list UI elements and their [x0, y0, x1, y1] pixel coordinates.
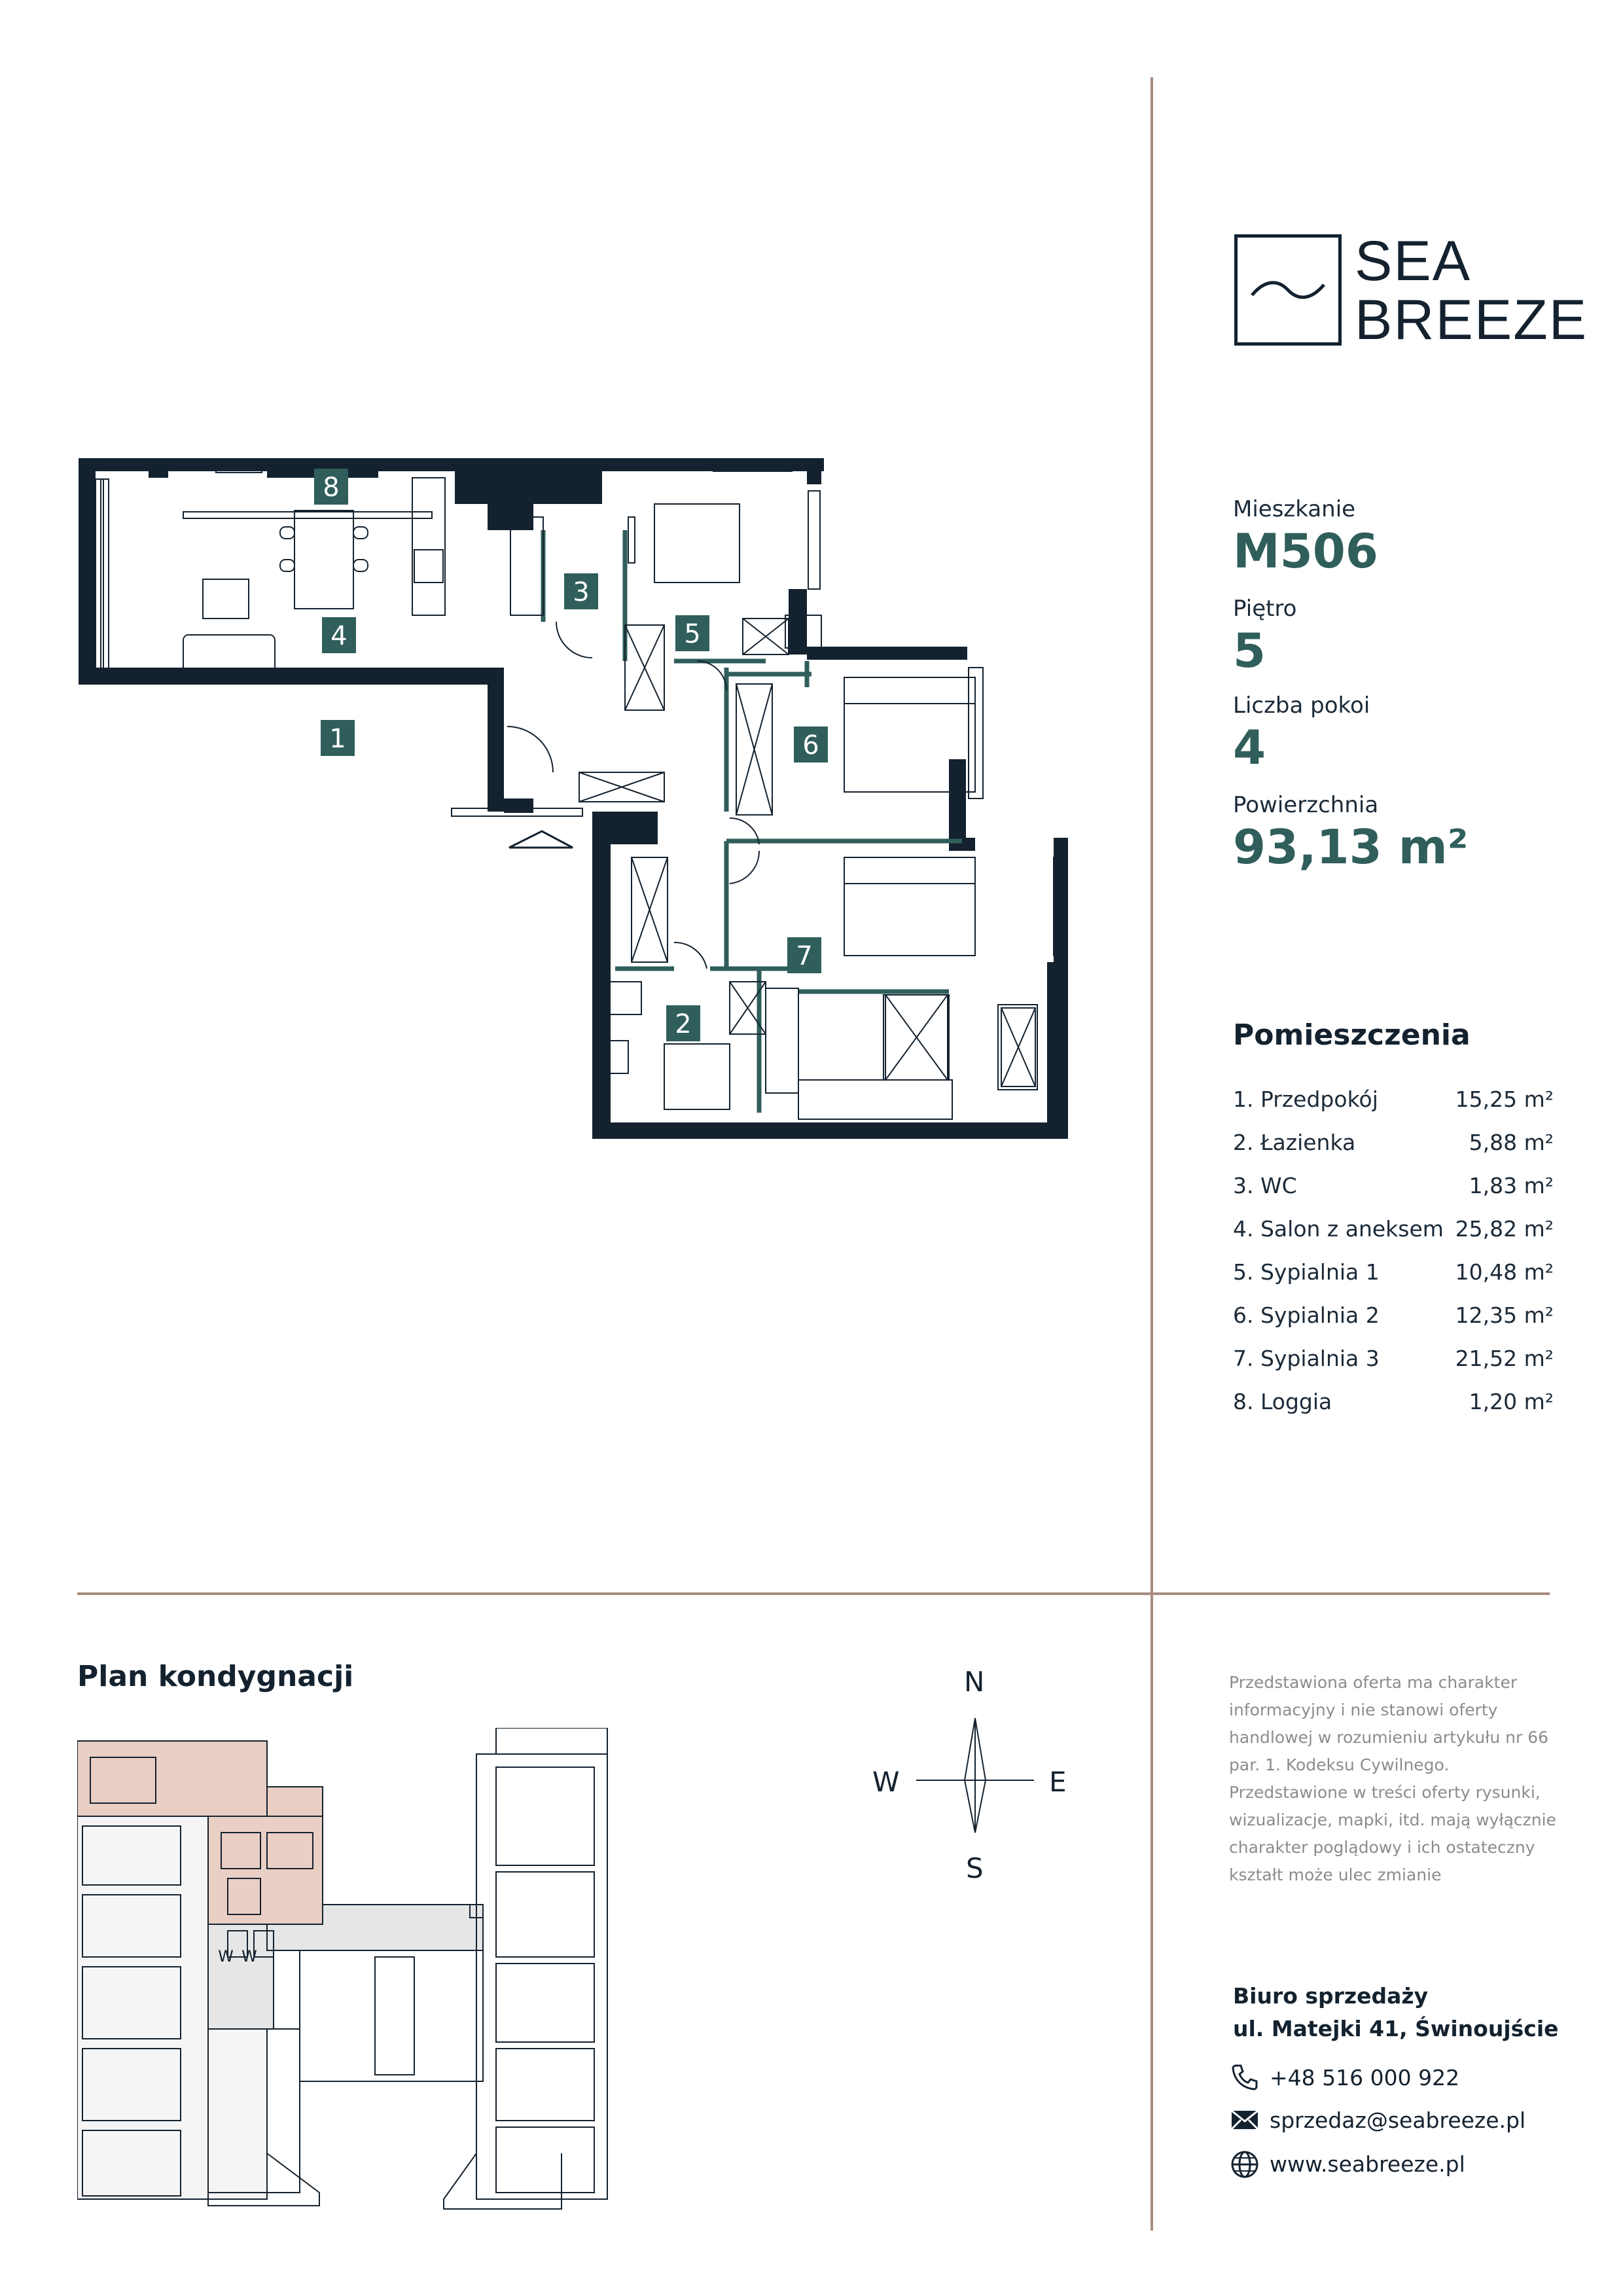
room-row — [1233, 1302, 1554, 1328]
room-area: 10,48 m² — [1455, 1259, 1554, 1285]
logo-box — [1234, 234, 1342, 346]
wave-icon — [1238, 238, 1338, 342]
room-marker-8: 8 — [323, 473, 340, 503]
rooms-title: Pomieszczenia — [1233, 1018, 1471, 1052]
office-title: Biuro sprzedaży — [1233, 1983, 1429, 2009]
room-area: 1,83 m² — [1469, 1173, 1554, 1198]
logo-line-2: BREEZE — [1355, 289, 1588, 351]
room-area: 5,88 m² — [1469, 1130, 1554, 1155]
floor-plan-title: Plan kondygnacji — [77, 1660, 354, 1693]
floor-plan-mark-1: W — [218, 1947, 234, 1965]
room-row — [1233, 1389, 1554, 1414]
email-icon — [1229, 2104, 1260, 2136]
room-row — [1233, 1259, 1554, 1285]
windows — [96, 465, 1067, 956]
room-row — [1233, 1173, 1554, 1198]
room-row — [1233, 1130, 1554, 1155]
room-area: 15,25 m² — [1455, 1086, 1554, 1112]
compass-s: S — [966, 1852, 984, 1884]
room-name: 5. Sypialnia 1 — [1233, 1259, 1380, 1285]
room-area: 1,20 m² — [1469, 1389, 1554, 1414]
room-markers — [314, 469, 828, 1145]
disclaimer: Przedstawiona oferta ma charakter informacyjny i nie stanowi oferty handlowej w rozumieniu artykułu nr 66 par. 1. Kodeksu Cywilnego. Przedstawione w treści oferty rysunki, wizualizacje, mapki, itd. mają wyłącznie charakter poglądowy i ich ostateczny kształt może ulec zmianie — [1229, 1673, 1556, 1884]
room-marker-labels — [323, 473, 819, 971]
compass-icon — [903, 1708, 1047, 1852]
apartment-floor-plan — [72, 452, 1093, 1145]
room-marker-7: 7 — [796, 941, 813, 971]
room-area: 12,35 m² — [1455, 1302, 1554, 1328]
logo-line-1: SEA — [1355, 230, 1472, 293]
room-name: 7. Sypialnia 3 — [1233, 1346, 1380, 1371]
room-row — [1233, 1346, 1554, 1371]
room-marker-6: 6 — [802, 730, 819, 761]
floor-label: Piętro — [1233, 596, 1297, 622]
phone-link[interactable]: +48 516 000 922 — [1270, 2065, 1460, 2090]
room-marker-5: 5 — [684, 619, 701, 649]
compass-w: W — [872, 1766, 900, 1798]
floor-value: 5 — [1233, 623, 1266, 678]
walls — [79, 458, 1068, 1139]
floor-plan-mark-2: W — [241, 1947, 257, 1965]
room-name: 2. Łazienka — [1233, 1130, 1356, 1155]
room-row — [1233, 1086, 1554, 1112]
unit-value: M506 — [1233, 524, 1378, 579]
vertical-divider — [1150, 77, 1153, 2231]
wardrobes — [579, 619, 1035, 1086]
website-link[interactable]: www.seabreeze.pl — [1270, 2151, 1465, 2177]
room-name: 4. Salon z aneksem — [1233, 1216, 1444, 1242]
office-address: ul. Matejki 41, Świnoujście — [1233, 2016, 1559, 2041]
room-name: 1. Przedpokój — [1233, 1086, 1378, 1112]
rooms-count-label: Liczba pokoi — [1233, 692, 1370, 719]
globe-icon — [1229, 2149, 1260, 2180]
room-marker-4: 4 — [330, 621, 348, 651]
room-marker-2: 2 — [675, 1009, 692, 1039]
room-area: 25,82 m² — [1455, 1216, 1554, 1242]
horizontal-divider — [77, 1592, 1550, 1595]
room-name: 3. WC — [1233, 1173, 1297, 1198]
compass-e: E — [1049, 1766, 1067, 1798]
building-floor-plan — [77, 1728, 614, 2212]
entrance-marker — [509, 831, 573, 848]
area-label: Powierzchnia — [1233, 792, 1379, 818]
room-name: 8. Loggia — [1233, 1389, 1332, 1414]
room-row — [1233, 1216, 1554, 1242]
phone-icon — [1229, 2062, 1260, 2093]
area-value: 93,13 m² — [1233, 819, 1469, 874]
room-name: 6. Sypialnia 2 — [1233, 1302, 1380, 1328]
compass-n: N — [964, 1666, 985, 1698]
room-marker-1: 1 — [329, 724, 346, 754]
room-area: 21,52 m² — [1455, 1346, 1554, 1371]
doors — [507, 622, 759, 969]
room-marker-3: 3 — [573, 577, 590, 607]
email-link[interactable]: sprzedaz@seabreeze.pl — [1270, 2108, 1526, 2133]
rooms-count-value: 4 — [1233, 720, 1266, 775]
unit-label: Mieszkanie — [1233, 496, 1356, 522]
